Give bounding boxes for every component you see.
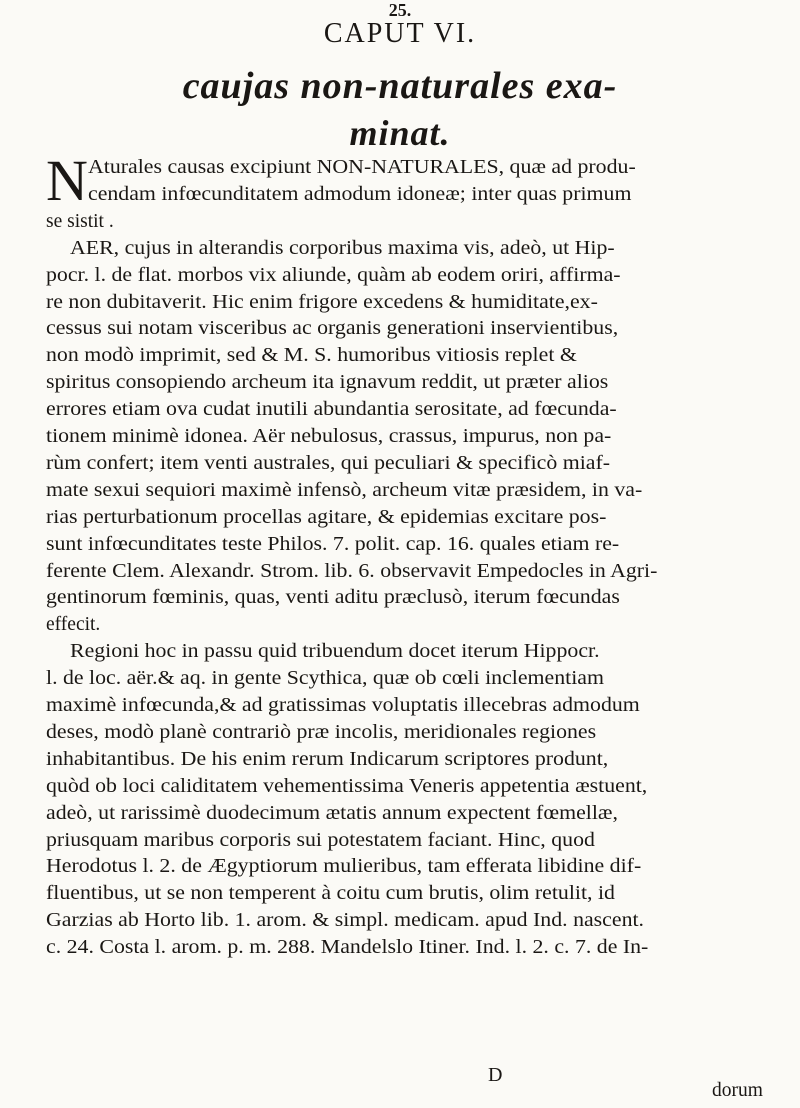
text-line: mate sexui sequiori maximè infensò, archeum vitæ præsidem, in va- bbox=[46, 479, 643, 501]
text-line: l. de loc. aër.& aq. in gente Scythica, quæ ob cœli inclementiam bbox=[46, 668, 604, 690]
text-line: sunt infœcunditates teste Philos. 7. polit. cap. 16. quales etiam re- bbox=[46, 533, 620, 555]
signature-mark: D bbox=[488, 1064, 503, 1086]
text-line: cessus sui notam visceribus ac organis generationi inservientibus, bbox=[46, 318, 619, 340]
chapter-title-line-1: caujas non-naturales exa- bbox=[182, 65, 618, 107]
page-number: 25. bbox=[388, 0, 412, 20]
text-line: inhabitantibus. De his enim rerum Indicarum scriptores produnt, bbox=[46, 748, 609, 770]
text-line: tionem minimè idonea. Aër nebulosus, crassus, impurus, non pa- bbox=[46, 426, 612, 447]
text-line: quòd ob loci caliditatem vehementissima Veneris appetentia æstuent, bbox=[46, 775, 648, 797]
text-line: errores etiam ova cudat inutili abundantia serositate, ad fœcunda- bbox=[46, 399, 617, 421]
text-line: Herodotus l. 2. de Ægyptiorum mulieribus, tam efferata libidine dif- bbox=[46, 856, 642, 878]
chapter-heading: CAPUT VI. bbox=[323, 18, 477, 49]
drop-cap: N bbox=[46, 148, 88, 213]
text-line: deses, modò planè contrariò præ incolis, meridionales regiones bbox=[46, 721, 597, 743]
text-line: effecit. bbox=[46, 614, 101, 636]
text-line: adeò, ut rarissimè duodecimum ætatis annum expectent fœmellæ, bbox=[46, 802, 618, 824]
catchword: dorum bbox=[712, 1080, 763, 1101]
text-line: Regioni hoc in passu quid tribuendum docet iterum Hippocr. bbox=[70, 641, 600, 663]
text-line: Garzias ab Horto lib. 1. arom. & simpl. medicam. apud Ind. nascent. bbox=[46, 910, 645, 932]
text-line: gentinorum fœminis, quas, venti aditu præclusò, iterum fœcundas bbox=[46, 587, 620, 609]
text-line: pocr. l. de flat. morbos vix aliunde, quàm ab eodem oriri, affirma- bbox=[46, 264, 621, 286]
text-line: rùm confert; item venti australes, qui peculiari & specificò miaf- bbox=[46, 452, 611, 474]
text-line: spiritus consopiendo archeum ita ignavum reddit, ut præter alios bbox=[46, 372, 609, 394]
text-line: fluentibus, ut se non temperent à coitu cum brutis, olim retulit, id bbox=[46, 883, 615, 905]
text-line: ferente Clem. Alexandr. Strom. lib. 6. observavit Empedocles in Agri- bbox=[46, 560, 658, 582]
text-line: se sistit . bbox=[46, 210, 114, 232]
text-line: c. 24. Costa l. arom. p. m. 288. Mandelslo Itiner. Ind. l. 2. c. 7. de In- bbox=[46, 937, 649, 959]
text-line: cendam infœcunditatem admodum idoneæ; inter quas primum bbox=[88, 183, 632, 205]
text-line: priusquam maribus corporis sui potestatem faciant. Hinc, quod bbox=[46, 829, 595, 851]
text-line: non modò imprimit, sed & M. S. humoribus vitiosis replet & bbox=[46, 345, 577, 367]
text-line: maximè infœcunda,& ad gratissimas voluptatis illecebras admodum bbox=[46, 695, 640, 716]
text-line: Aturales causas excipiunt NON-NATURALES, quæ ad produ- bbox=[88, 157, 636, 178]
text-line: rias perturbationum procellas agitare, & epidemias excitare pos- bbox=[46, 506, 607, 528]
chapter-title-line-2: minat. bbox=[349, 113, 451, 153]
text-line: AER, cujus in alterandis corporibus maxima vis, adeò, ut Hip- bbox=[70, 237, 615, 259]
text-line: re non dubitaverit. Hic enim frigore excedens & humiditate,ex- bbox=[46, 291, 598, 313]
